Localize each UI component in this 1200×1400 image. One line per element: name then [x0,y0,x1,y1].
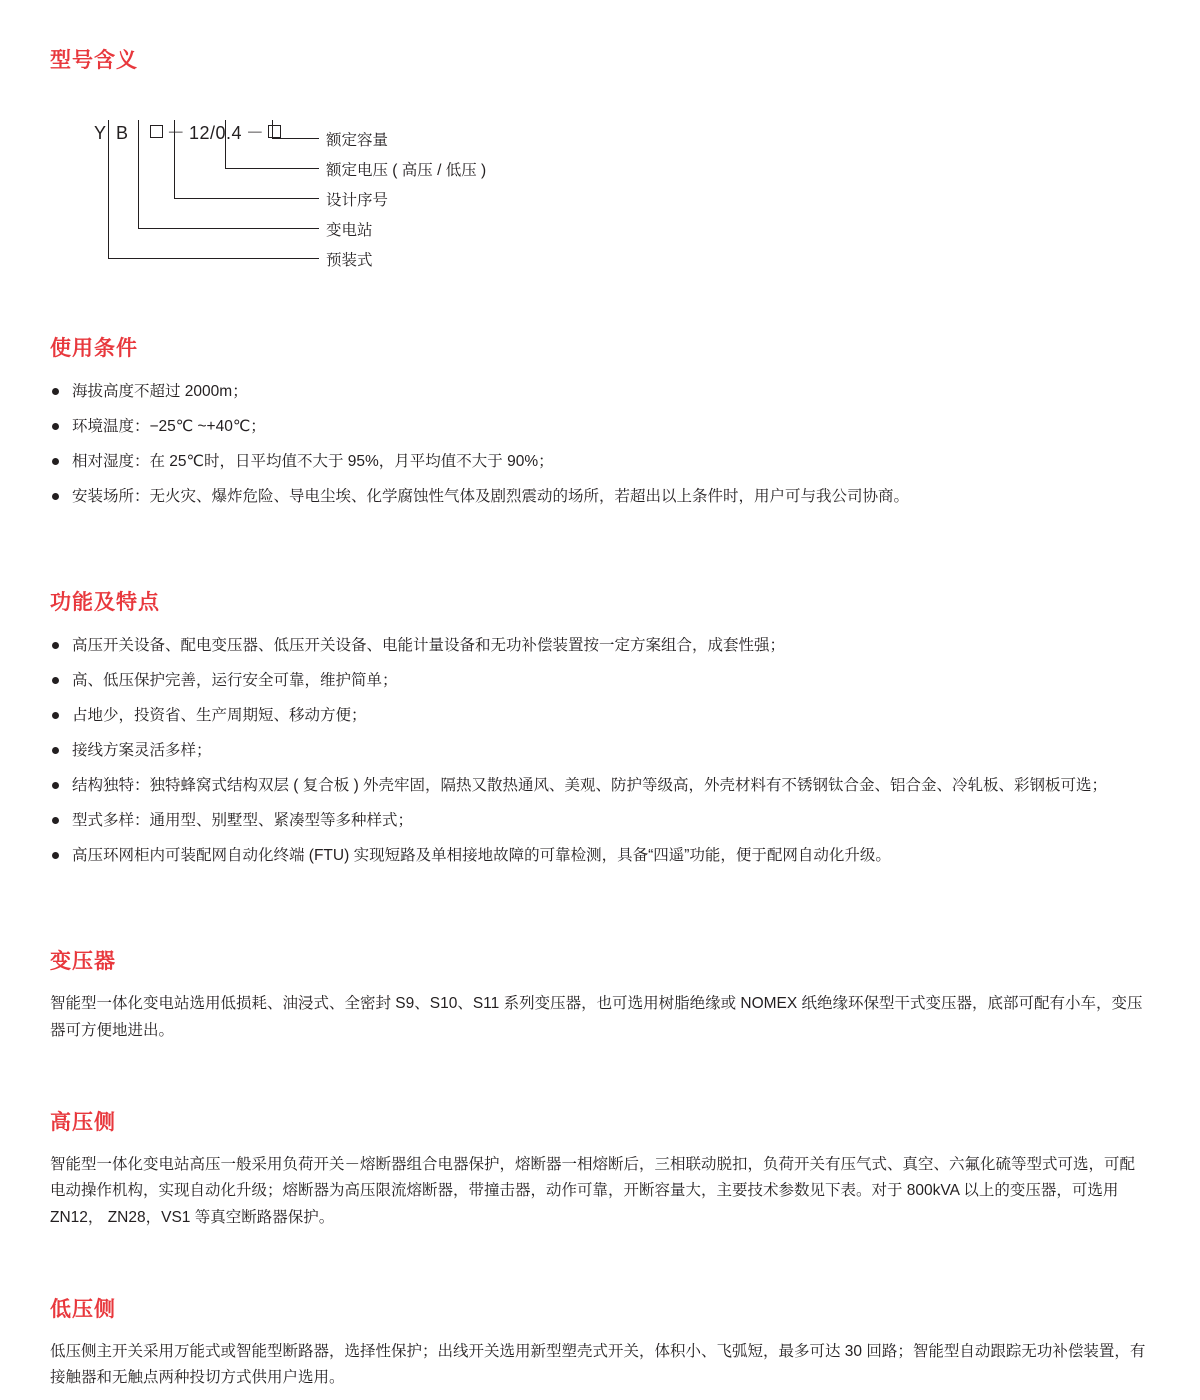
lv-paragraph: 低压侧主开关采用万能式或智能型断路器，选择性保护；出线开关选用新型塑壳式开关，体积小、飞弧短，最多可达 30 回路；智能型自动跟踪无功补偿装置，有接触器和无触点两种投切方式供用户选用。 [50,1342,1146,1387]
list-item: 高、低压保护完善，运行安全可靠，维护简单； [50,669,1150,693]
list-item: 环境温度：−25℃ ~+40℃； [50,415,1150,439]
conditions-list [50,380,1150,509]
list-item: 占地少，投资省、生产周期短、移动方便； [50,704,1150,728]
section-lv-side [50,1231,1150,1392]
section-title-hv: 高压侧 [50,1110,116,1134]
leader-label-rated-voltage: 额定电压 ( 高压 / 低压 ) [326,162,487,179]
list-item: 海拔高度不超过 2000m； [50,380,1150,404]
section-title-conditions: 使用条件 [50,337,138,360]
leader-line-5 [108,120,319,259]
list-item: 高压开关设备、配电变压器、低压开关设备、电能计量设备和无功补偿装置按一定方案组合，成套性强； [50,634,1150,658]
section-title-features: 功能及特点 [50,591,160,615]
section-title-model: 型号含义 [50,49,138,72]
code-part-y: Y [94,123,107,143]
list-item: 相对湿度：在 25℃时，日平均值不大于 95%，月平均值不大于 90%； [50,450,1150,474]
section-transformer [50,879,1150,1044]
code-dash1: － [166,123,186,143]
code-part-voltage: 12/0.4 [189,123,243,143]
leader-label-prefabricated: 预装式 [326,252,373,269]
section-title-lv: 低压侧 [50,1297,116,1321]
leader-label-rated-capacity: 额定容量 [326,132,389,149]
section-usage-conditions [50,268,1150,509]
code-part-b: B [116,123,129,143]
list-item: 高压环网柜内可装配网自动化终端 (FTU) 实现短路及单相接地故障的可靠检测，具备“四遥”功能，便于配网自动化升级。 [50,844,1150,868]
features-list [50,634,1150,868]
transformer-paragraph: 智能型一体化变电站选用低损耗、油浸式、全密封 S9、S10、S11 系列变压器，也可选用树脂绝缘或 NOMEX 纸绝缘环保型干式变压器，底部可配有小车，变压器可方便地进出。 [50,995,1143,1039]
section-features [50,520,1150,868]
list-item: 结构独特：独特蜂窝式结构双层 ( 复合板 ) 外壳牢固，隔热又散热通风、美观、防护等级高，外壳材料有不锈钢钛合金、铝合金、冷轧板、彩钢板可选； [50,774,1150,798]
list-item: 接线方案灵活多样； [50,739,1150,763]
hv-paragraph: 智能型一体化变电站高压一般采用负荷开关－熔断器组合电器保护，熔断器一相熔断后，三相联动脱扣，负荷开关有压气式、真空、六氟化硫等型式可选，可配电动操作机构，实现自动化升级；熔断器为高压限流熔断器，带撞击器，动作可靠，开断容量大，主要技术参数见下表。对于 800kVA 以上的变压器，可选用 ZN12， ZN28，VS1 等真空断路器保护。 [50,1155,1136,1226]
model-code-diagram [50,98,1150,268]
code-dash2: － [245,123,265,143]
leader-label-design-no: 设计序号 [326,192,389,209]
section-model-meaning [50,0,1150,268]
section-hv-side [50,1044,1150,1231]
list-item: 安装场所：无火灾、爆炸危险、导电尘埃、化学腐蚀性气体及剧烈震动的场所，若超出以上条件时，用户可与我公司协商。 [50,485,1150,509]
leader-label-substation: 变电站 [326,222,373,239]
list-item: 型式多样：通用型、别墅型、紧凑型等多种样式； [50,809,1150,833]
section-title-transformer: 变压器 [50,950,116,974]
